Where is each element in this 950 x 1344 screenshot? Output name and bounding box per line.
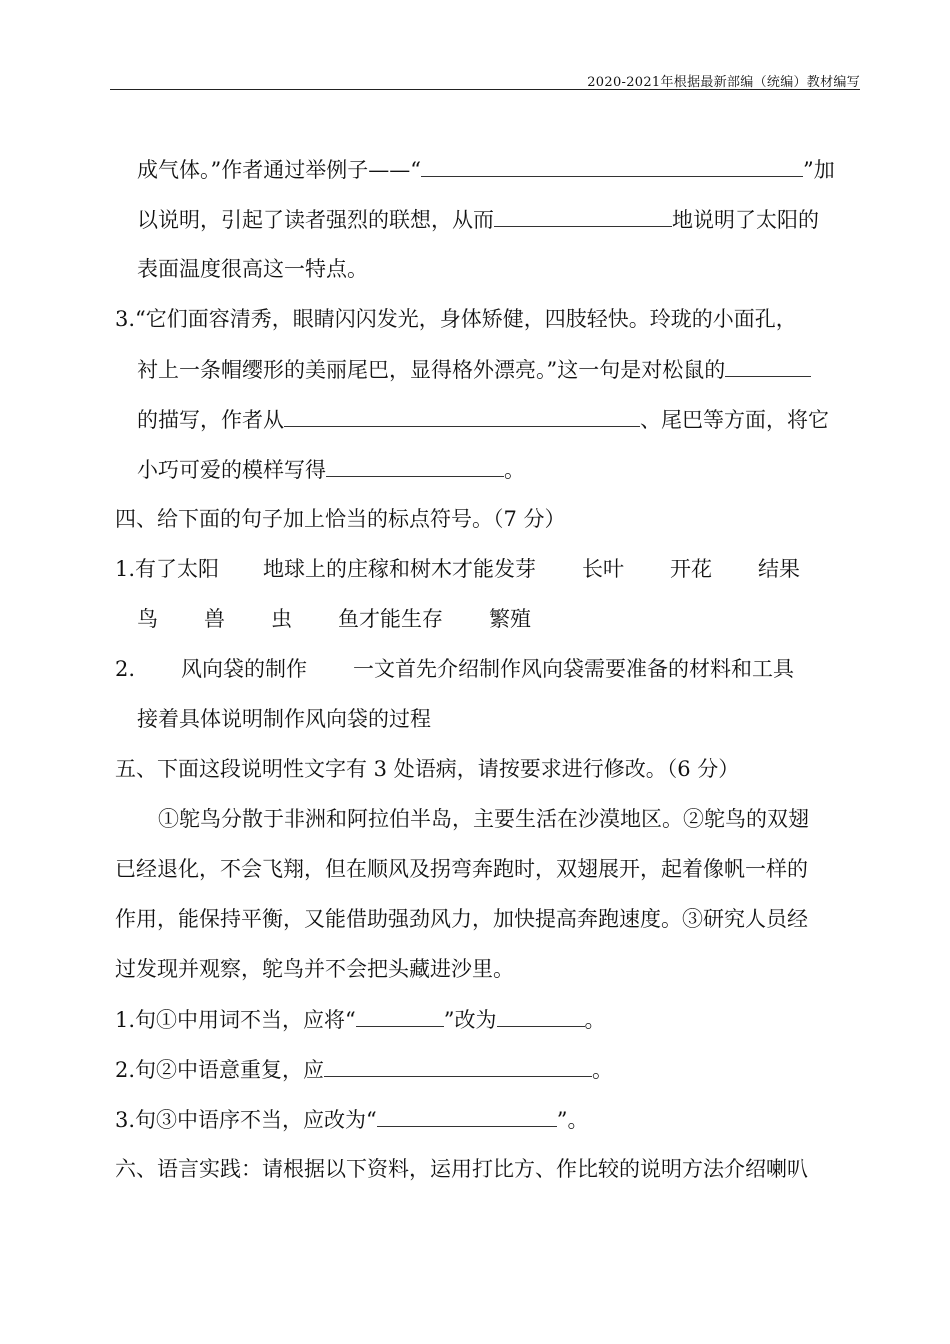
answer-blank[interactable]	[324, 1056, 592, 1077]
q2-line-3: 表面温度很高这一特点。	[137, 257, 368, 281]
answer-blank[interactable]	[377, 1106, 557, 1127]
s5-para-line-3: 作用，能保持平衡，又能借助强劲风力，加快提高奔跑速度。③研究人员经	[115, 907, 808, 931]
answer-blank[interactable]	[326, 456, 504, 477]
answer-blank[interactable]	[725, 356, 811, 377]
section6-title: 六、语言实践：请根据以下资料，运用打比方、作比较的说明方法介绍喇叭	[115, 1157, 808, 1181]
answer-blank[interactable]	[356, 1006, 444, 1027]
q3-line-4: 小巧可爱的模样写得 。	[137, 458, 525, 482]
section5-title: 五、下面这段说明性文字有 3 处语病，请按要求进行修改。（6 分）	[115, 757, 740, 781]
s5-q2: 2.句②中语意重复，应 。	[115, 1058, 614, 1082]
q3-line-3: 的描写，作者从 、尾巴等方面，将它	[137, 408, 829, 432]
s5-q3: 3.句③中语序不当，应改为“ ”。	[115, 1108, 589, 1132]
s4-q1-line-1: 1.有了太阳 地球上的庄稼和树木才能发芽 长叶 开花 结果	[115, 557, 801, 581]
page-header: 2020-2021年根据最新部编（统编）教材编写	[587, 75, 860, 90]
s5-para-line-1: ①鸵鸟分散于非洲和阿拉伯半岛，主要生活在沙漠地区。②鸵鸟的双翅	[158, 807, 809, 831]
s4-q2-line-1: 2. 风向袋的制作 一文首先介绍制作风向袋需要准备的材料和工具	[115, 657, 795, 681]
section4-title: 四、给下面的句子加上恰当的标点符号。（7 分）	[115, 507, 566, 531]
s4-q2-line-2: 接着具体说明制作风向袋的过程	[137, 707, 431, 731]
q3-line-2: 衬上一条帽缨形的美丽尾巴，显得格外漂亮。”这一句是对松鼠的	[137, 356, 811, 383]
answer-blank[interactable]	[494, 206, 672, 227]
s4-q1-line-2: 鸟 兽 虫 鱼才能生存 繁殖	[137, 607, 531, 631]
s5-q1: 1.句①中用词不当，应将“ ”改为 。	[115, 1008, 606, 1032]
s5-para-line-4: 过发现并观察，鸵鸟并不会把头藏进沙里。	[115, 957, 514, 981]
answer-blank[interactable]	[421, 156, 803, 177]
q2-line-2: 以说明，引起了读者强烈的联想，从而 地说明了太阳的	[137, 208, 819, 232]
q2-line-1: 成气体。”作者通过举例子——“ ”加	[137, 158, 835, 182]
answer-blank[interactable]	[497, 1006, 585, 1027]
answer-blank[interactable]	[284, 406, 640, 427]
s5-para-line-2: 已经退化，不会飞翔，但在顺风及拐弯奔跑时，双翅展开，起着像帆一样的	[115, 857, 808, 881]
q3-line-1: 3.“它们面容清秀，眼睛闪闪发光，身体矫健，四肢轻快。玲珑的小面孔，	[115, 307, 797, 331]
header-rule	[110, 89, 860, 90]
